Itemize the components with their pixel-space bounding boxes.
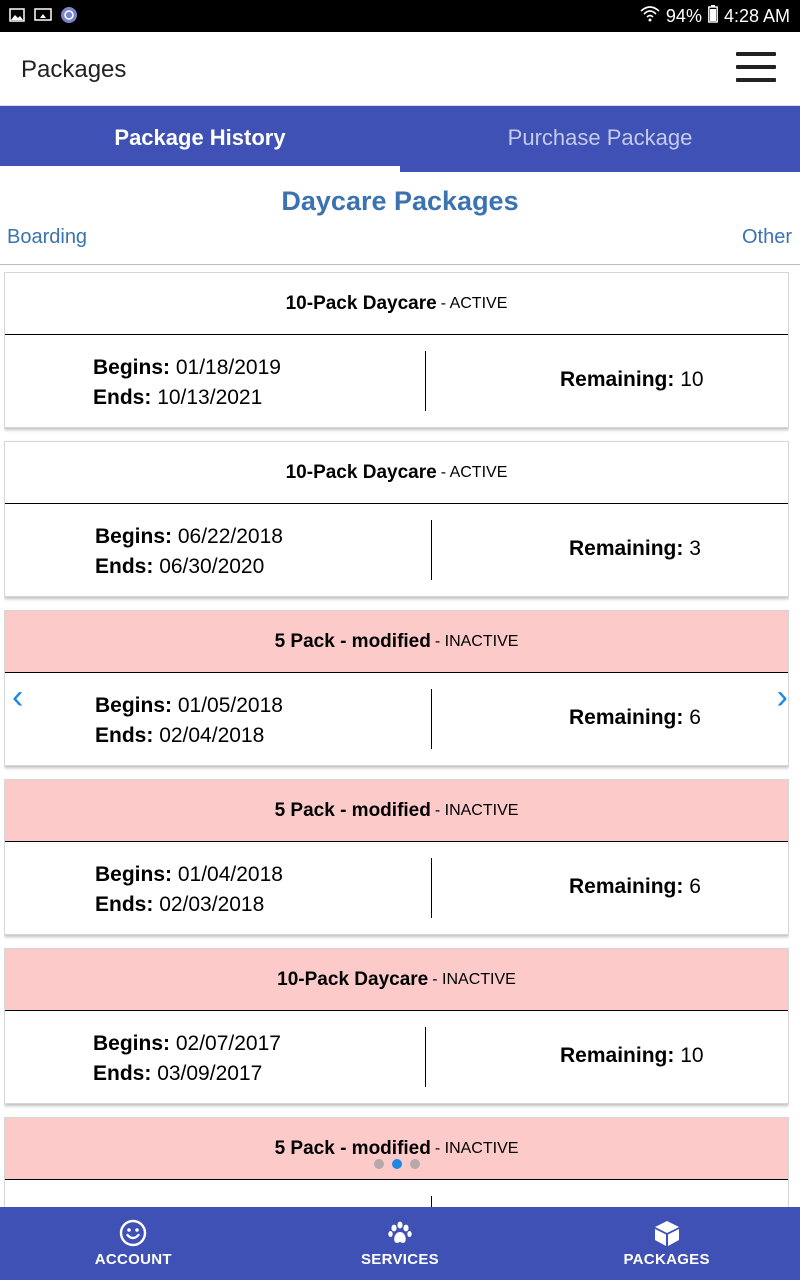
tab-purchase-package[interactable]: Purchase Package (507, 125, 693, 150)
begins-label: Begins: (93, 1032, 171, 1055)
app-bar (0, 32, 800, 106)
begins-label: Begins: (95, 863, 173, 886)
carousel-next-icon[interactable]: › (776, 678, 788, 716)
ends-label: Ends: (95, 724, 154, 747)
remaining-label: Remaining: (569, 875, 684, 898)
remaining-label: Remaining: (569, 537, 684, 560)
ends-value: 02/04/2018 (159, 724, 265, 747)
package-name: 5 Pack - modified (274, 630, 431, 652)
bottom-nav (0, 1207, 800, 1280)
nav-account[interactable] (0, 1207, 267, 1280)
begins-value: 01/18/2019 (175, 356, 281, 379)
package-card[interactable] (4, 948, 789, 1104)
wifi-icon (640, 6, 660, 27)
smiley-icon (119, 1219, 147, 1247)
package-list (4, 272, 789, 1207)
prev-category-link[interactable]: Boarding (7, 226, 88, 248)
page-title: Packages (21, 56, 127, 83)
package-box-icon (653, 1219, 681, 1247)
tab-package-history[interactable]: Package History (0, 106, 400, 172)
cast-icon (34, 7, 52, 23)
nav-services[interactable] (267, 1207, 534, 1280)
package-card[interactable] (4, 441, 789, 597)
package-status: - INACTIVE (432, 970, 516, 988)
package-status: - INACTIVE (434, 1139, 519, 1157)
card-divider (431, 520, 432, 580)
tab-bar (0, 106, 800, 172)
package-status: - INACTIVE (434, 801, 519, 819)
ends-label: Ends: (95, 893, 154, 916)
package-name: 10-Pack Daycare (277, 968, 429, 990)
begins-value: 01/05/2018 (177, 694, 283, 717)
remaining-value: 10 (680, 1044, 704, 1067)
card-divider (431, 1196, 432, 1207)
remaining-label: Remaining: (569, 706, 684, 729)
next-category-link[interactable]: Other (741, 226, 792, 248)
remaining-value: 6 (689, 875, 701, 898)
ends-label: Ends: (95, 555, 154, 578)
section-title: Daycare Packages (281, 186, 519, 216)
nav-account-label: ACCOUNT (94, 1251, 172, 1268)
clock: 4:28 AM (723, 6, 790, 26)
package-card[interactable] (4, 779, 789, 935)
begins-value: 06/22/2018 (177, 525, 283, 548)
package-status: - ACTIVE (440, 463, 508, 481)
page-dot[interactable] (374, 1159, 384, 1169)
page-indicator (374, 1159, 420, 1169)
nav-packages[interactable] (533, 1207, 800, 1280)
status-bar (0, 0, 800, 32)
nav-services-label: SERVICES (360, 1251, 439, 1268)
begins-label: Begins: (95, 694, 173, 717)
begins-value: 01/04/2018 (177, 863, 283, 886)
begins-label: Begins: (93, 356, 171, 379)
carousel-prev-icon[interactable]: ‹ (12, 678, 24, 716)
nav-packages-label: PACKAGES (623, 1251, 710, 1268)
ends-value: 10/13/2021 (157, 386, 263, 409)
card-divider (431, 689, 432, 749)
package-name: 5 Pack - modified (274, 799, 431, 821)
battery-icon (708, 5, 718, 28)
remaining-value: 10 (680, 368, 704, 391)
package-status: - ACTIVE (440, 294, 508, 312)
hamburger-menu-icon[interactable] (736, 52, 778, 84)
ends-value: 06/30/2020 (159, 555, 265, 578)
package-card[interactable] (4, 610, 789, 766)
remaining-label: Remaining: (560, 368, 675, 391)
package-card[interactable] (4, 272, 789, 428)
app-icon (60, 7, 78, 23)
divider (0, 264, 800, 265)
package-name: 10-Pack Daycare (285, 292, 437, 314)
package-name: 5 Pack - modified (274, 1137, 431, 1159)
card-divider (425, 1027, 426, 1087)
card-divider (431, 858, 432, 918)
paw-icon (386, 1219, 414, 1247)
package-status: - INACTIVE (434, 632, 519, 650)
page-dot[interactable] (410, 1159, 420, 1169)
remaining-label: Remaining: (560, 1044, 675, 1067)
begins-value: 02/07/2017 (175, 1032, 281, 1055)
ends-label: Ends: (93, 386, 152, 409)
remaining-value: 3 (689, 537, 701, 560)
ends-label: Ends: (93, 1062, 152, 1085)
battery-percent: 94% (665, 6, 702, 26)
page-dot-active[interactable] (392, 1159, 402, 1169)
card-divider (425, 351, 426, 411)
remaining-value: 6 (689, 706, 701, 729)
begins-label: Begins: (95, 525, 173, 548)
package-name: 10-Pack Daycare (285, 461, 437, 483)
ends-value: 02/03/2018 (159, 893, 265, 916)
image-icon (8, 7, 26, 23)
ends-value: 03/09/2017 (157, 1062, 263, 1085)
